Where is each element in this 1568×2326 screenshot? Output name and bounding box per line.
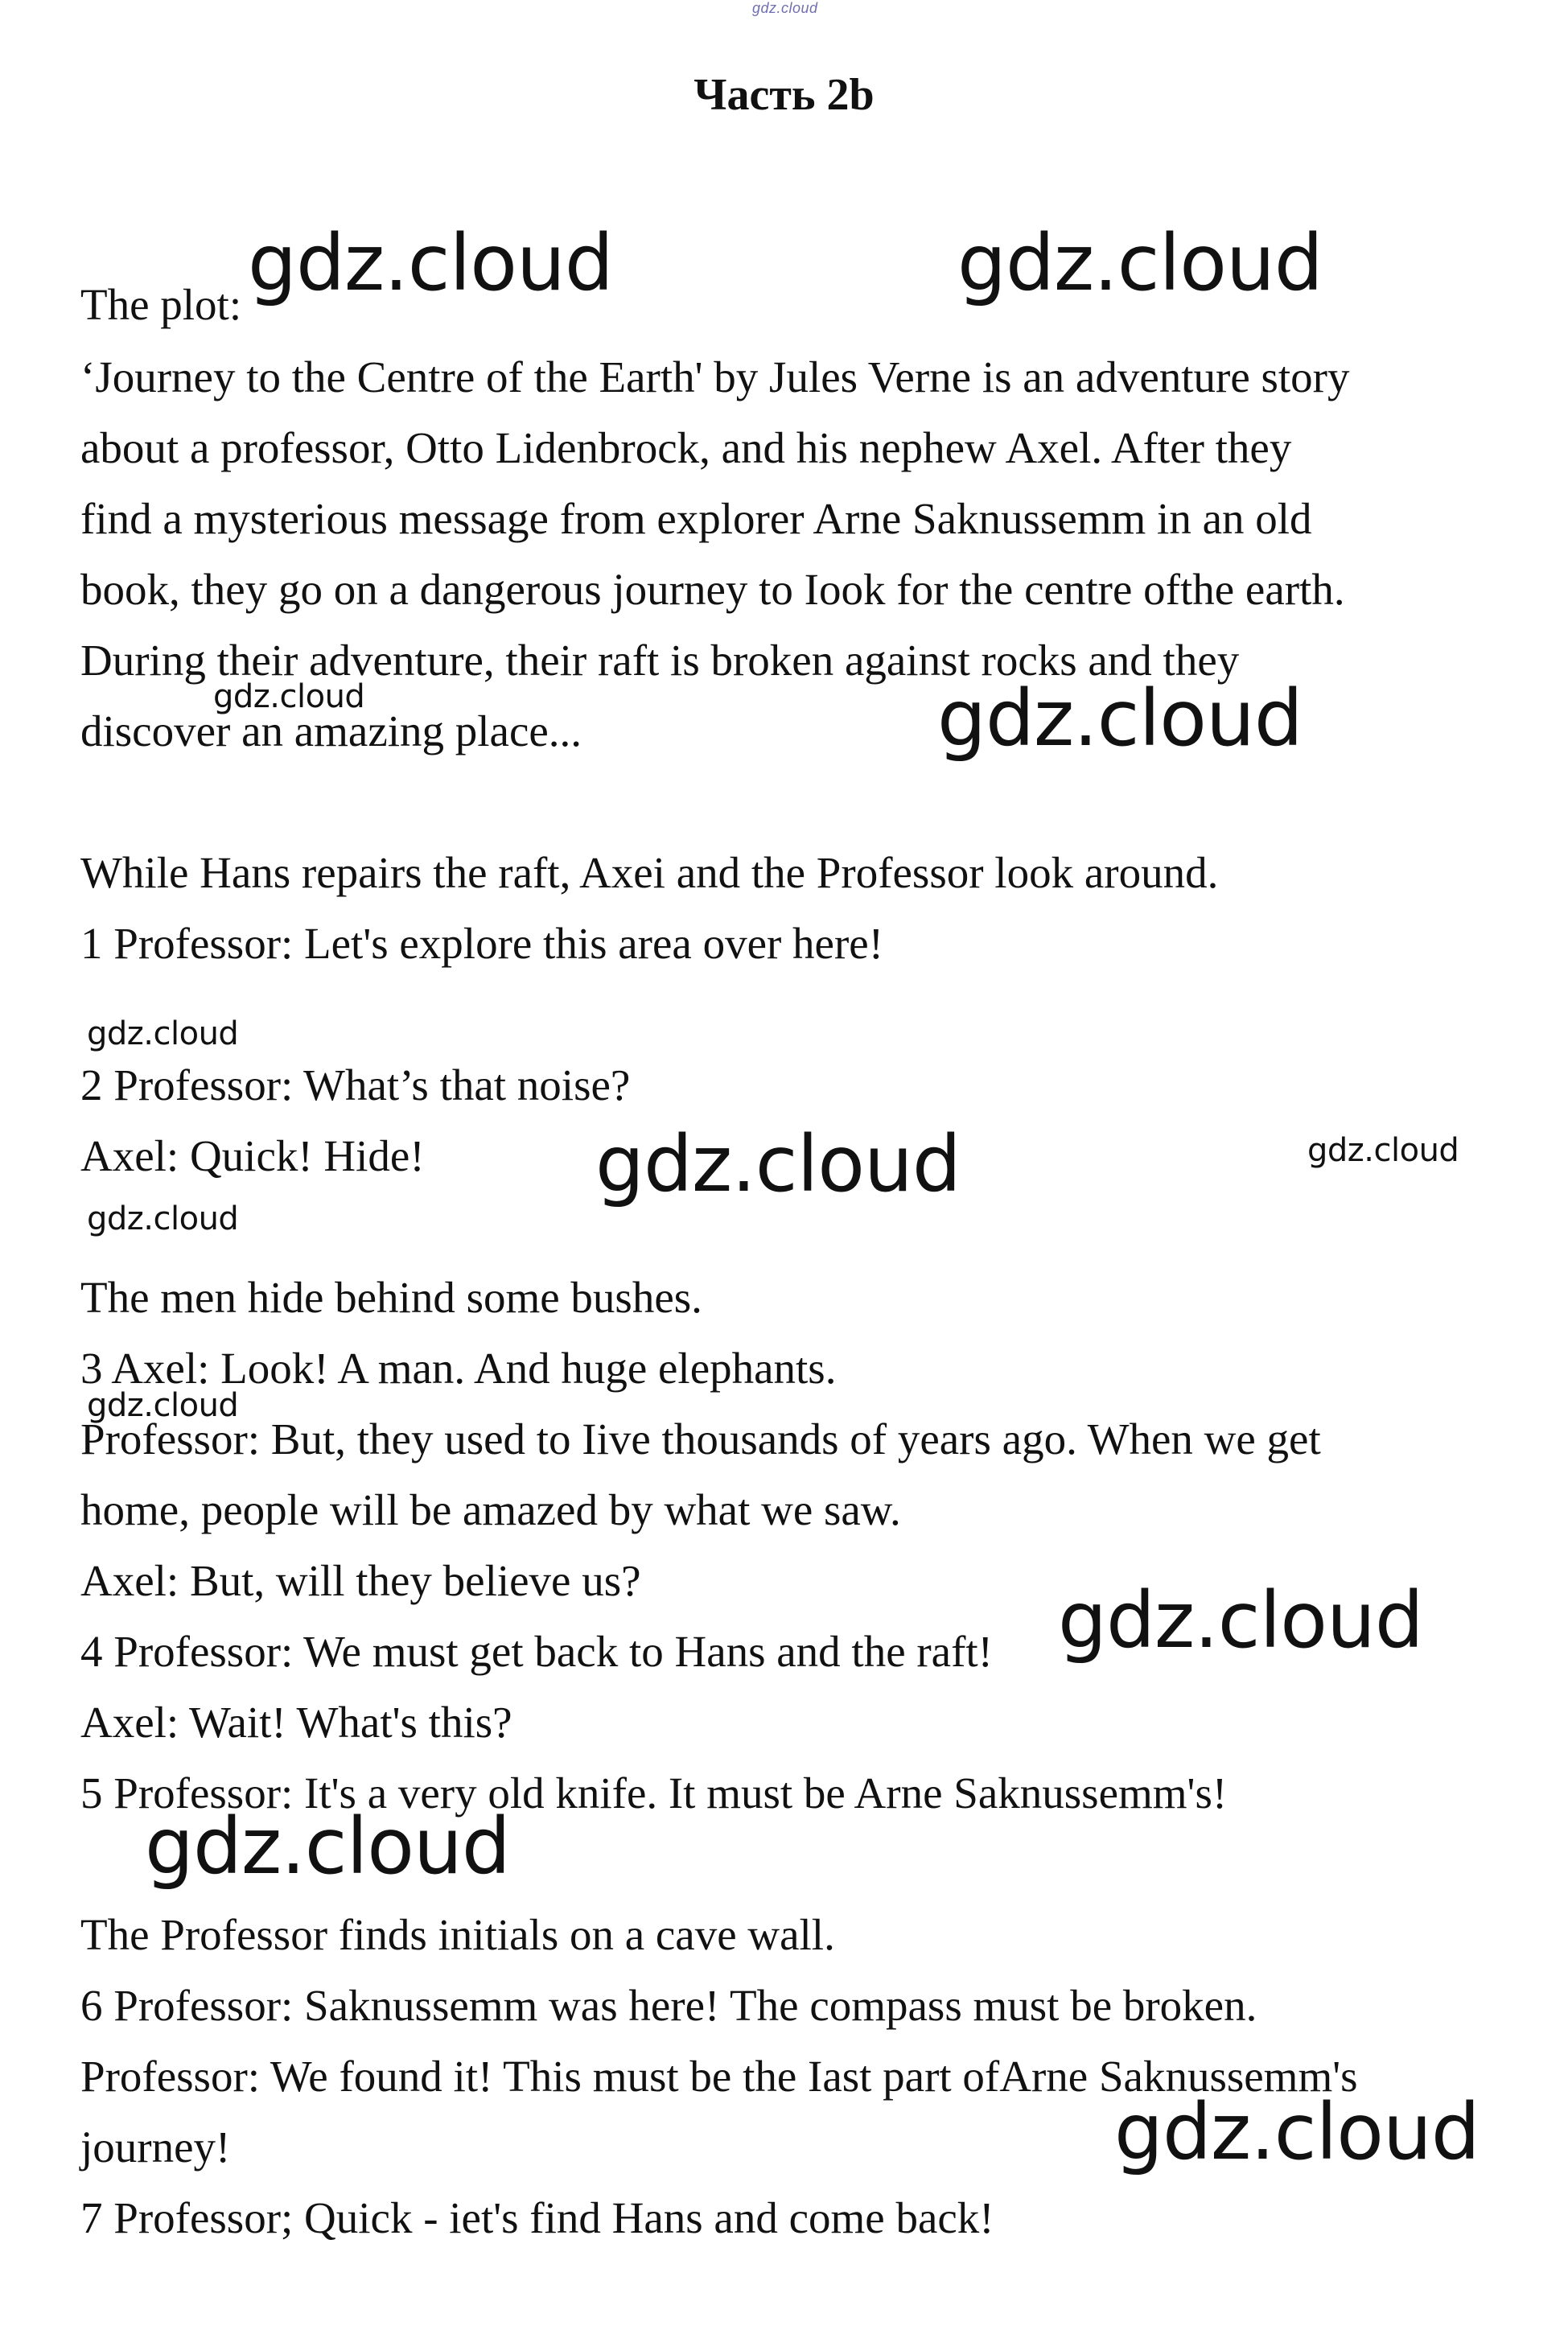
text-line: Professor: But, they used to Iive thousands of years ago. When we get: [80, 1414, 1321, 1464]
watermark: gdz.cloud: [248, 218, 613, 308]
text-line: 4 Professor: We must get back to Hans and the raft!: [80, 1627, 993, 1676]
text-line: home, people will be amazed by what we saw.: [80, 1485, 901, 1534]
text-line: 1 Professor: Let's explore this area over here!: [80, 919, 884, 968]
watermark: gdz.cloud: [87, 1015, 239, 1052]
text-line: Axel: Wait! What's this?: [80, 1698, 512, 1747]
text-line: discover an amazing place...: [80, 706, 582, 755]
text-line: find a mysterious message from explorer Arne Saknussemm in an old: [80, 494, 1312, 543]
text-line: The Professor finds initials on a cave wall.: [80, 1910, 835, 1959]
top-watermark: gdz.cloud: [752, 0, 818, 16]
watermark: gdz.cloud: [87, 1387, 239, 1424]
watermark: gdz.cloud: [937, 673, 1303, 764]
text-line: Axel: Quick! Hide!: [80, 1131, 425, 1180]
text-line: While Hans repairs the raft, Axei and the Professor look around.: [80, 848, 1219, 897]
text-line: The men hide behind some bushes.: [80, 1273, 702, 1322]
watermark: gdz.cloud: [1114, 2087, 1480, 2177]
text-line: 2 Professor: What’s that noise?: [80, 1060, 631, 1109]
watermark: gdz.cloud: [957, 218, 1323, 308]
text-line: During their adventure, their raft is broken against rocks and they: [80, 636, 1240, 685]
watermark: gdz.cloud: [595, 1119, 961, 1209]
watermark: gdz.cloud: [1058, 1575, 1423, 1665]
watermark: gdz.cloud: [1307, 1132, 1459, 1169]
text-line: 5 Professor: It's a very old knife. It must be Arne Saknussemm's!: [80, 1768, 1228, 1818]
watermark: gdz.cloud: [87, 1200, 239, 1237]
text-line: book, they go on a dangerous journey to Iook for the centre ofthe earth.: [80, 565, 1345, 614]
text-line: 6 Professor: Saknussemm was here! The compass must be broken.: [80, 1981, 1257, 2030]
text-line: Professor: We found it! This must be the Iast part ofArne Saknussemm's: [80, 2052, 1358, 2101]
text-line: about a professor, Otto Lidenbrock, and his nephew Axel. After they: [80, 423, 1292, 472]
page-title: Часть 2b: [693, 70, 875, 120]
text-line: journey!: [80, 2122, 231, 2172]
text-line: 7 Professor; Quick - iet's find Hans and come back!: [80, 2193, 994, 2242]
text-line: ‘Journey to the Centre of the Earth' by Jules Verne is an adventure story: [80, 352, 1350, 401]
watermark: gdz.cloud: [145, 1801, 510, 1892]
text-line: 3 Axel: Look! A man. And huge elephants.: [80, 1344, 837, 1393]
text-line: Axel: But, will they believe us?: [80, 1556, 641, 1605]
text-line: The plot:: [80, 280, 242, 329]
watermark: gdz.cloud: [213, 678, 365, 715]
